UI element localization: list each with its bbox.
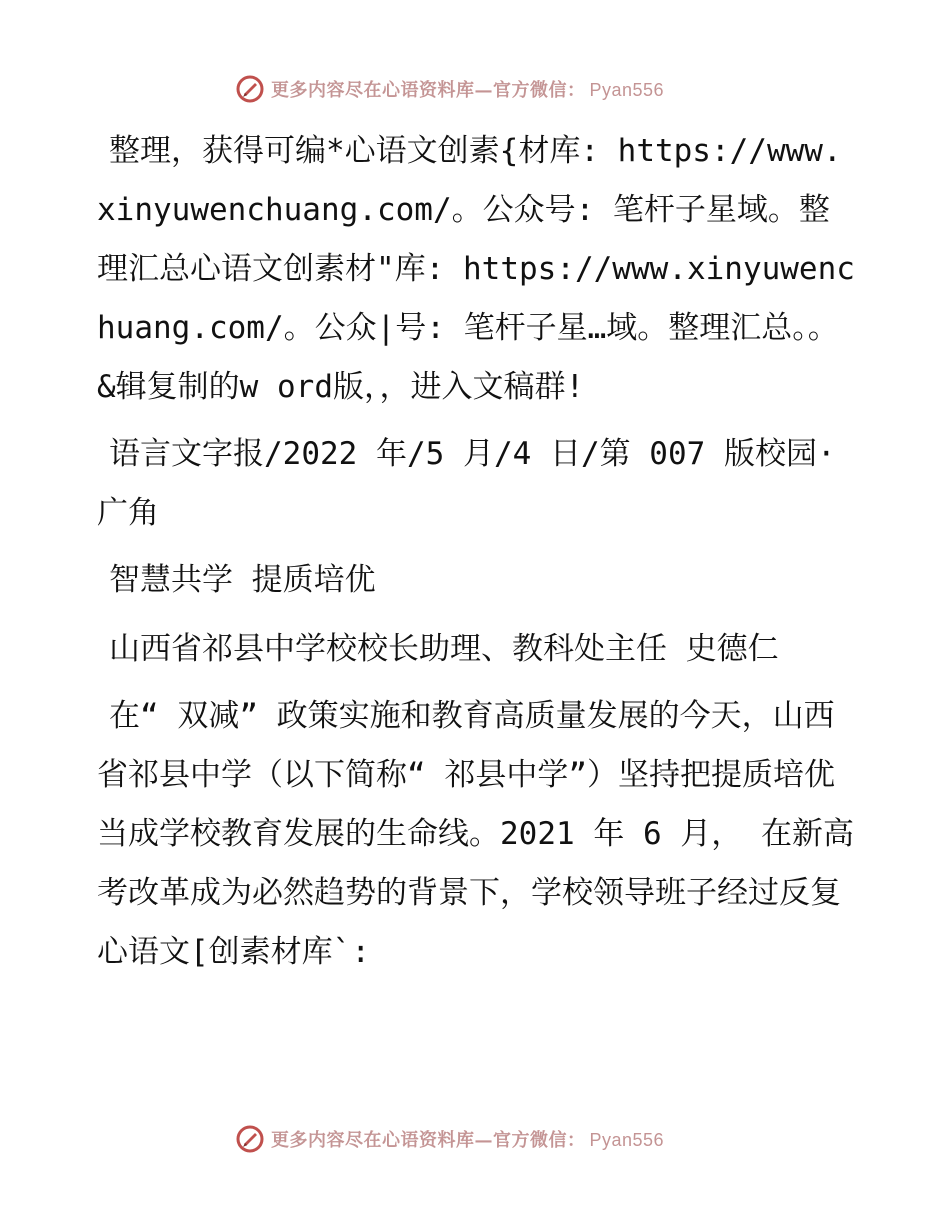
header-banner-text xyxy=(271,76,664,102)
footer-banner xyxy=(235,1122,715,1156)
header-banner-label: 更多内容尽在心语资料库—官方微信： xyxy=(271,80,586,101)
document-body xyxy=(97,122,857,990)
footer-banner-text xyxy=(271,1126,664,1152)
logo-icon xyxy=(235,74,265,104)
footer-banner-label: 更多内容尽在心语资料库—官方微信： xyxy=(271,1130,586,1151)
header-banner xyxy=(235,72,715,106)
article-author: 山西省祁县中学校校长助理、教科处主任 史德仁 xyxy=(109,631,779,667)
logo-icon xyxy=(235,1124,265,1154)
paragraph-intro: 整理，获得可编*心语文创素{材库: https://www.xinyuwenchuang.com/。公众号: 笔杆子星域。整理汇总心语文创素材"库: https://www.xinyuwenchuang.com/。公众|号: 笔杆子星…域。整理汇总。。&辑复制的w ord版，，进入文稿群! xyxy=(97,133,855,405)
paragraph-body: 在“ 双减” 政策实施和教育高质量发展的今天，山西省祁县中学（以下简称“ 祁县中学”）坚持把提质培优当成学校教育发展的生命线。2021 年 6 月， 在新高考改革成为必然趋势的背景下，学校领导班子经过反复心语文[创素材库`: xyxy=(97,698,854,970)
header-banner-handle: Pyan556 xyxy=(589,80,665,100)
article-title: 智慧共学 提质培优 xyxy=(109,562,376,598)
paragraph-source: 语言文字报/2022 年/5 月/4 日/第 007 版校园· 广角 xyxy=(97,436,836,531)
footer-banner-handle: Pyan556 xyxy=(589,1130,665,1150)
